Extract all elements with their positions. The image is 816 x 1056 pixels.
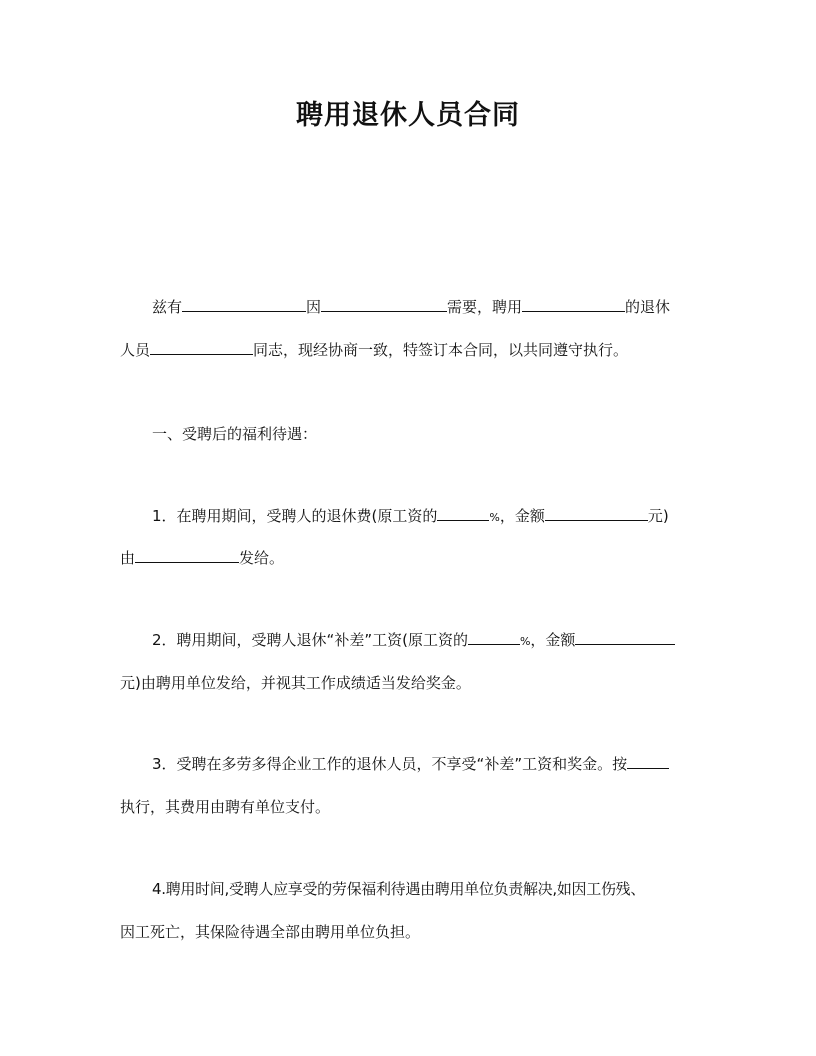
section-heading: 一、受聘后的福利待遇：	[152, 425, 318, 443]
item-3-line-2	[120, 795, 330, 819]
intro-text: 因	[306, 298, 322, 316]
item-text: 3．受聘在多劳多得企业工作的退休人员，不享受“补差”工资和奖金。按	[152, 755, 628, 773]
item-1-line-2	[120, 546, 284, 570]
item-4-line-1	[152, 877, 645, 901]
blank-field[interactable]	[321, 295, 447, 312]
blank-field[interactable]	[468, 628, 520, 645]
blank-field[interactable]	[575, 628, 675, 645]
item-2-line-2	[120, 671, 471, 695]
intro-text: 兹有	[152, 298, 183, 316]
item-text: ，金额	[530, 631, 576, 649]
percent-sign: %	[489, 511, 500, 524]
intro-line-1	[152, 295, 670, 319]
item-text: 发给。	[239, 549, 285, 567]
item-4-line-2	[120, 920, 420, 944]
item-text: ，金额	[499, 507, 545, 525]
item-text: 执行，其费用由聘有单位支付。	[120, 798, 331, 816]
item-text: 4.聘用时间,受聘人应享受的劳保福利待遇由聘用单位负责解决,如因工伤残、	[152, 880, 646, 898]
document-title: 聘用退休人员合同	[296, 100, 520, 131]
item-text: 2．聘用期间，受聘人退休“补差”工资(原工资的	[152, 631, 468, 649]
item-text: 元)	[647, 507, 669, 525]
blank-field[interactable]	[627, 752, 669, 769]
percent-sign: %	[519, 635, 531, 648]
blank-field[interactable]	[545, 504, 648, 521]
intro-text: 人员	[120, 341, 151, 359]
item-text: 1．在聘用期间，受聘人的退休费(原工资的	[152, 507, 438, 525]
intro-text: 的退休	[625, 298, 671, 316]
item-2-line-1	[152, 628, 675, 654]
item-1-line-1	[152, 504, 669, 530]
blank-field[interactable]	[437, 504, 489, 521]
item-text: 因工死亡，其保险待遇全部由聘用单位负担。	[120, 923, 421, 941]
item-3-line-1	[152, 752, 669, 776]
item-text: 元)由聘用单位发给，并视其工作成绩适当发给奖金。	[120, 674, 471, 692]
blank-field[interactable]	[522, 295, 625, 312]
blank-field[interactable]	[182, 295, 306, 312]
intro-text: 同志，现经协商一致，特签订本合同，以共同遵守执行。	[253, 341, 629, 359]
blank-field[interactable]	[135, 546, 239, 563]
intro-line-2	[120, 338, 628, 362]
item-text: 由	[120, 549, 136, 567]
intro-text: 需要，聘用	[447, 298, 523, 316]
blank-field[interactable]	[150, 338, 253, 355]
